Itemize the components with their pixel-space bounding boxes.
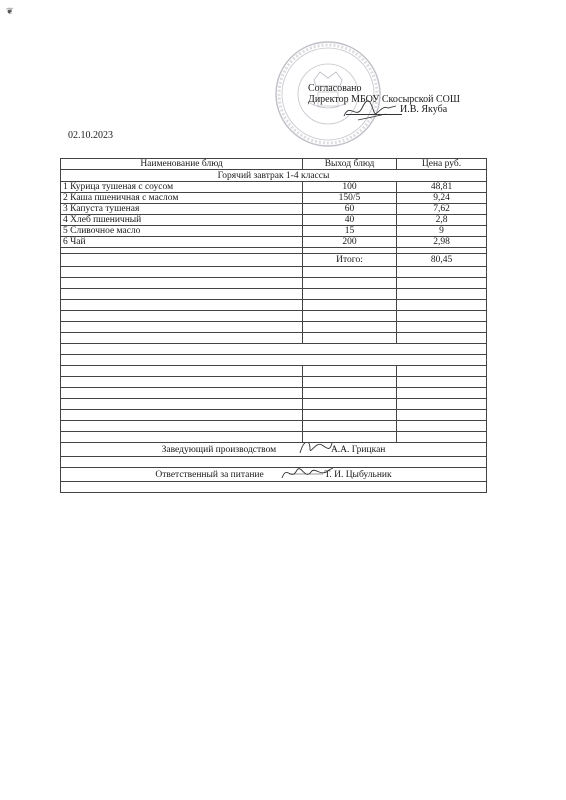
nutrition-resp-row xyxy=(61,468,487,482)
table-row xyxy=(61,237,487,248)
blank-row xyxy=(61,344,487,355)
nutrition-resp-signature-block xyxy=(155,470,391,480)
table-row xyxy=(61,226,487,237)
blank-row xyxy=(61,322,487,333)
director-title: Директор МБОУ Скосырской СОШ xyxy=(308,94,460,105)
director-name: И.В. Якуба xyxy=(400,104,448,115)
blank-row xyxy=(61,366,487,377)
blank-row xyxy=(61,377,487,388)
scan-mark-icon: ❦ xyxy=(6,6,14,16)
blank-row xyxy=(61,278,487,289)
director-signature xyxy=(340,96,400,124)
dish-yield: 15 xyxy=(303,226,397,237)
blank-row xyxy=(61,421,487,432)
blank-row xyxy=(61,399,487,410)
production-head-name: А.А. Грицкан xyxy=(330,444,386,455)
blank-row xyxy=(61,333,487,344)
blank-row xyxy=(61,289,487,300)
blank-row xyxy=(61,432,487,443)
table-header-row xyxy=(61,159,487,170)
dish-name: 2 Каша пшеничная с маслом xyxy=(61,193,303,204)
blank-row xyxy=(61,457,487,468)
dish-name: 5 Сливочное масло xyxy=(61,226,303,237)
production-head-signature-block xyxy=(162,445,386,455)
blank-row xyxy=(61,267,487,278)
table-row xyxy=(61,204,487,215)
dish-name: 4 Хлеб пшеничный xyxy=(61,215,303,226)
section-row xyxy=(61,170,487,182)
table-row xyxy=(61,193,487,204)
dish-yield: 100 xyxy=(303,182,397,193)
table-row xyxy=(61,182,487,193)
menu-table xyxy=(60,158,487,493)
dish-price: 7,62 xyxy=(397,204,487,215)
blank-row xyxy=(61,355,487,366)
dish-price: 2,8 xyxy=(397,215,487,226)
dish-yield: 200 xyxy=(303,237,397,248)
header-dish-name: Наименование блюд xyxy=(61,159,303,170)
production-head-row xyxy=(61,443,487,457)
blank-row xyxy=(61,410,487,421)
header-price: Цена руб. xyxy=(397,159,487,170)
dish-name: 3 Капуста тушеная xyxy=(61,204,303,215)
nutrition-resp-name: Т. И. Цыбульник xyxy=(324,469,392,480)
total-row xyxy=(61,254,487,267)
table-row xyxy=(61,215,487,226)
header-yield: Выход блюд xyxy=(303,159,397,170)
dish-name: 6 Чай xyxy=(61,237,303,248)
total-value: 80,45 xyxy=(397,254,487,267)
production-head-title: Заведующий производством xyxy=(161,444,277,455)
total-label: Итого: xyxy=(303,254,397,267)
production-head-signature xyxy=(296,443,336,457)
dish-price: 2,98 xyxy=(397,237,487,248)
total-empty-cell xyxy=(61,254,303,267)
dish-yield: 150/5 xyxy=(303,193,397,204)
menu-date: 02.10.2023 xyxy=(68,130,113,141)
blank-row xyxy=(61,311,487,322)
dish-yield: 40 xyxy=(303,215,397,226)
blank-row xyxy=(61,482,487,493)
dish-price: 9,24 xyxy=(397,193,487,204)
nutrition-resp-title: Ответственный за питание xyxy=(155,469,264,480)
dish-name: 1 Курица тушеная с соусом xyxy=(61,182,303,193)
section-title: Горячий завтрак 1-4 классы xyxy=(61,170,487,182)
dish-price: 48,81 xyxy=(397,182,487,193)
dish-price: 9 xyxy=(397,226,487,237)
blank-row xyxy=(61,388,487,399)
blank-row xyxy=(61,300,487,311)
dish-yield: 60 xyxy=(303,204,397,215)
approval-heading: Согласовано xyxy=(308,83,362,94)
